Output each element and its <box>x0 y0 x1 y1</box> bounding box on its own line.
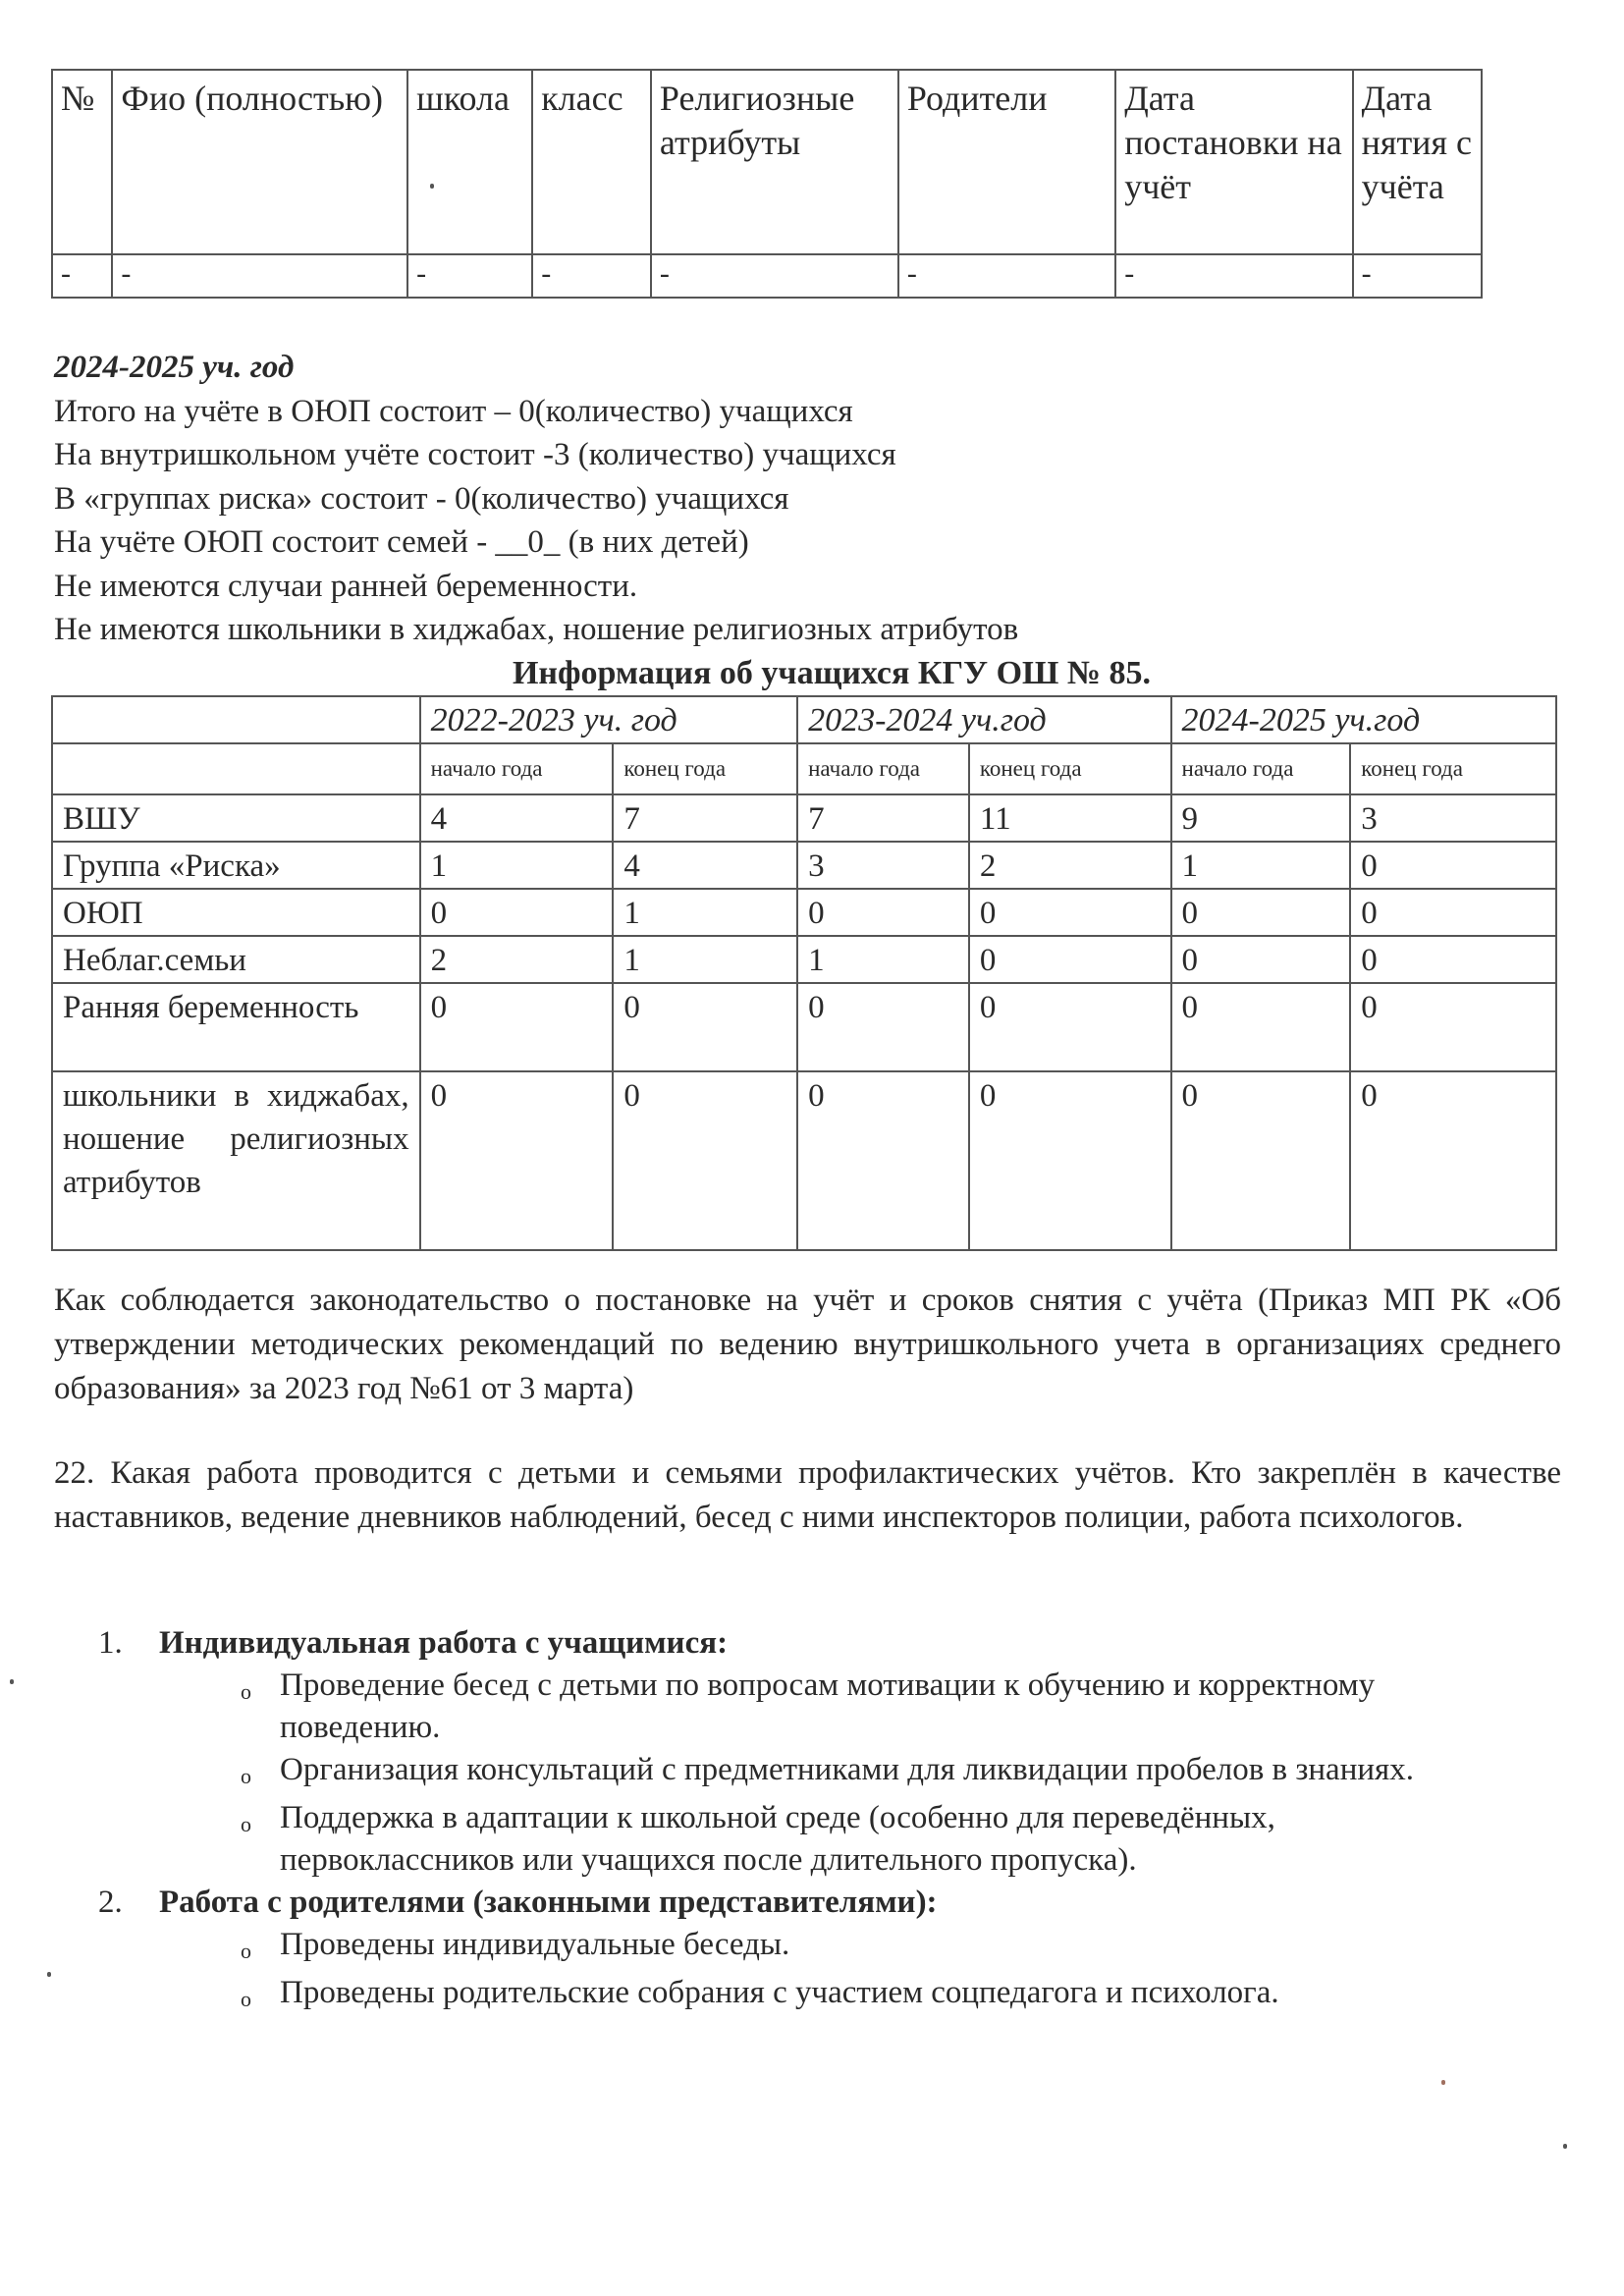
header-parents: Родители <box>898 70 1115 254</box>
stats-subheader-row <box>52 743 1556 794</box>
summary-line: На внутришкольном учёте состоит -3 (количество) учащихся <box>54 437 896 472</box>
list-item-text: Поддержка в адаптации к школьной среде (особенно для переведённых, первоклассников или учащихся после длительного пропуска). <box>280 1800 1275 1878</box>
value-cell: 1 <box>613 936 797 983</box>
list-heading-text: Индивидуальная работа с учащимися: <box>159 1625 729 1661</box>
table-cell: - <box>407 254 532 298</box>
stats-row-early-pregnancy <box>52 983 1556 1071</box>
registry-table <box>51 69 1483 299</box>
row-label: ОЮП <box>52 889 420 936</box>
value-cell: 0 <box>969 1071 1171 1250</box>
stats-year-row <box>52 696 1556 743</box>
year-header: 2024-2025 уч.год <box>1171 696 1556 743</box>
table-cell: - <box>52 254 112 298</box>
value-cell: 0 <box>1350 842 1556 889</box>
list-item <box>241 1972 1571 2020</box>
list-item-text: Проведены родительские собрания с участием соцпедагога и психолога. <box>280 1975 1279 2010</box>
value-cell: 2 <box>969 842 1171 889</box>
header-religious-attributes: Религиозные атрибуты <box>651 70 898 254</box>
table-cell: - <box>1353 254 1482 298</box>
empty-cell <box>52 743 420 794</box>
scan-speck <box>430 184 434 189</box>
table-cell: - <box>898 254 1115 298</box>
stats-row-religious-attributes <box>52 1071 1556 1250</box>
year-header: 2022-2023 уч. год <box>420 696 797 743</box>
list-item-text: Проведены индивидуальные беседы. <box>280 1927 790 1962</box>
value-cell: 0 <box>797 983 969 1071</box>
row-label: Неблаг.семьи <box>52 936 420 983</box>
value-cell: 0 <box>1350 1071 1556 1250</box>
value-cell: 1 <box>420 842 614 889</box>
summary-block <box>54 346 1018 652</box>
value-cell: 0 <box>969 936 1171 983</box>
subheader-cell: конец года <box>613 743 797 794</box>
list-item <box>241 1665 1571 1749</box>
header-deregistration-date: Дата нятия с учёта <box>1353 70 1482 254</box>
subheader-cell: конец года <box>1350 743 1556 794</box>
list-number: 2. <box>98 1885 123 1920</box>
stats-row-vshu <box>52 794 1556 842</box>
header-class: класс <box>532 70 651 254</box>
stats-row-risk-group <box>52 842 1556 889</box>
table-cell: - <box>532 254 651 298</box>
row-label: школьники в хиджабах, ношение религиозных атрибутов <box>52 1071 420 1250</box>
header-registration-date: Дата постановки на учёт <box>1115 70 1352 254</box>
row-label: Ранняя беременность <box>52 983 420 1071</box>
list-number: 1. <box>98 1625 123 1661</box>
summary-year-heading: 2024-2025 уч. год <box>54 350 295 385</box>
value-cell: 11 <box>969 794 1171 842</box>
empty-cell <box>52 696 420 743</box>
summary-line: Не имеются школьники в хиджабах, ношение религиозных атрибутов <box>54 612 1019 647</box>
table-cell: - <box>1115 254 1352 298</box>
stats-table <box>51 695 1557 1251</box>
summary-line: Не имеются случаи ранней беременности. <box>54 568 638 604</box>
value-cell: 0 <box>613 983 797 1071</box>
subheader-cell: начало года <box>1171 743 1351 794</box>
scan-speck <box>1563 2144 1567 2149</box>
value-cell: 1 <box>1171 842 1351 889</box>
summary-line: В «группах риска» состоит - 0(количество) учащихся <box>54 480 789 517</box>
value-cell: 4 <box>613 842 797 889</box>
circle-bullet-icon: o <box>241 1764 251 1788</box>
value-cell: 0 <box>797 1071 969 1250</box>
value-cell: 1 <box>613 889 797 936</box>
registry-header-row <box>52 70 1482 254</box>
work-list <box>98 1622 1571 2020</box>
circle-bullet-icon: o <box>241 1679 251 1704</box>
value-cell: 0 <box>1171 1071 1351 1250</box>
row-label: ВШУ <box>52 794 420 842</box>
header-number: № <box>52 70 112 254</box>
subheader-cell: начало года <box>420 743 614 794</box>
value-cell: 0 <box>1171 983 1351 1071</box>
value-cell: 4 <box>420 794 614 842</box>
circle-bullet-icon: o <box>241 1812 251 1836</box>
paragraph-question-22: 22. Какая работа проводится с детьми и семьями профилактических учётов. Кто закреплён в качестве наставников, ведение дневников наблюдений, бесед с ними инспекторов полиции, работа психологов. <box>54 1455 1561 1535</box>
table-row <box>52 254 1482 298</box>
value-cell: 0 <box>969 983 1171 1071</box>
value-cell: 0 <box>969 889 1171 936</box>
value-cell: 0 <box>420 1071 614 1250</box>
value-cell: 0 <box>1350 983 1556 1071</box>
value-cell: 7 <box>613 794 797 842</box>
header-fio: Фио (полностью) <box>112 70 407 254</box>
circle-bullet-icon: o <box>241 1987 251 2011</box>
scan-speck <box>1441 2080 1445 2085</box>
value-cell: 0 <box>420 983 614 1071</box>
list-item <box>241 1797 1571 1882</box>
row-label: Группа «Риска» <box>52 842 420 889</box>
list-heading <box>98 1882 1571 1924</box>
paragraph-legislation: Как соблюдается законодательство о постановке на учёт и сроков снятия с учёта (Приказ МП РК «Об утверждении методических рекомендаций по ведению внутришкольного учета в организациях среднего образования» за 2023 год №61 от 3 марта) <box>54 1283 1561 1406</box>
table-cell: - <box>651 254 898 298</box>
subheader-cell: конец года <box>969 743 1171 794</box>
value-cell: 0 <box>1171 936 1351 983</box>
list-heading-text: Работа с родителями (законными представителями): <box>159 1885 938 1920</box>
scan-speck <box>47 1972 51 1977</box>
list-heading <box>98 1622 1571 1665</box>
value-cell: 2 <box>420 936 614 983</box>
value-cell: 0 <box>613 1071 797 1250</box>
scan-speck <box>10 1679 14 1684</box>
value-cell: 0 <box>1350 889 1556 936</box>
header-school: школа <box>407 70 532 254</box>
value-cell: 3 <box>797 842 969 889</box>
list-item-text: Проведение бесед с детьми по вопросам мотивации к обучению и корректному поведению. <box>280 1667 1376 1745</box>
value-cell: 1 <box>797 936 969 983</box>
stats-table-title: Информация об учащихся КГУ ОШ № 85. <box>512 655 1152 691</box>
list-item <box>241 1924 1571 1972</box>
list-item <box>241 1749 1571 1797</box>
stats-row-oyup <box>52 889 1556 936</box>
summary-line: Итого на учёте в ОЮП состоит – 0(количество) учащихся <box>54 393 853 429</box>
summary-line: На учёте ОЮП состоит семей - __0_ (в них детей) <box>54 524 749 560</box>
value-cell: 0 <box>1171 889 1351 936</box>
subheader-cell: начало года <box>797 743 969 794</box>
circle-bullet-icon: o <box>241 1939 251 1963</box>
value-cell: 7 <box>797 794 969 842</box>
value-cell: 0 <box>420 889 614 936</box>
value-cell: 9 <box>1171 794 1351 842</box>
list-item-text: Организация консультаций с предметниками для ликвидации пробелов в знаниях. <box>280 1752 1414 1787</box>
year-header: 2023-2024 уч.год <box>797 696 1170 743</box>
value-cell: 0 <box>797 889 969 936</box>
stats-row-dysfunctional-families <box>52 936 1556 983</box>
value-cell: 0 <box>1350 936 1556 983</box>
table-cell: - <box>112 254 407 298</box>
value-cell: 3 <box>1350 794 1556 842</box>
